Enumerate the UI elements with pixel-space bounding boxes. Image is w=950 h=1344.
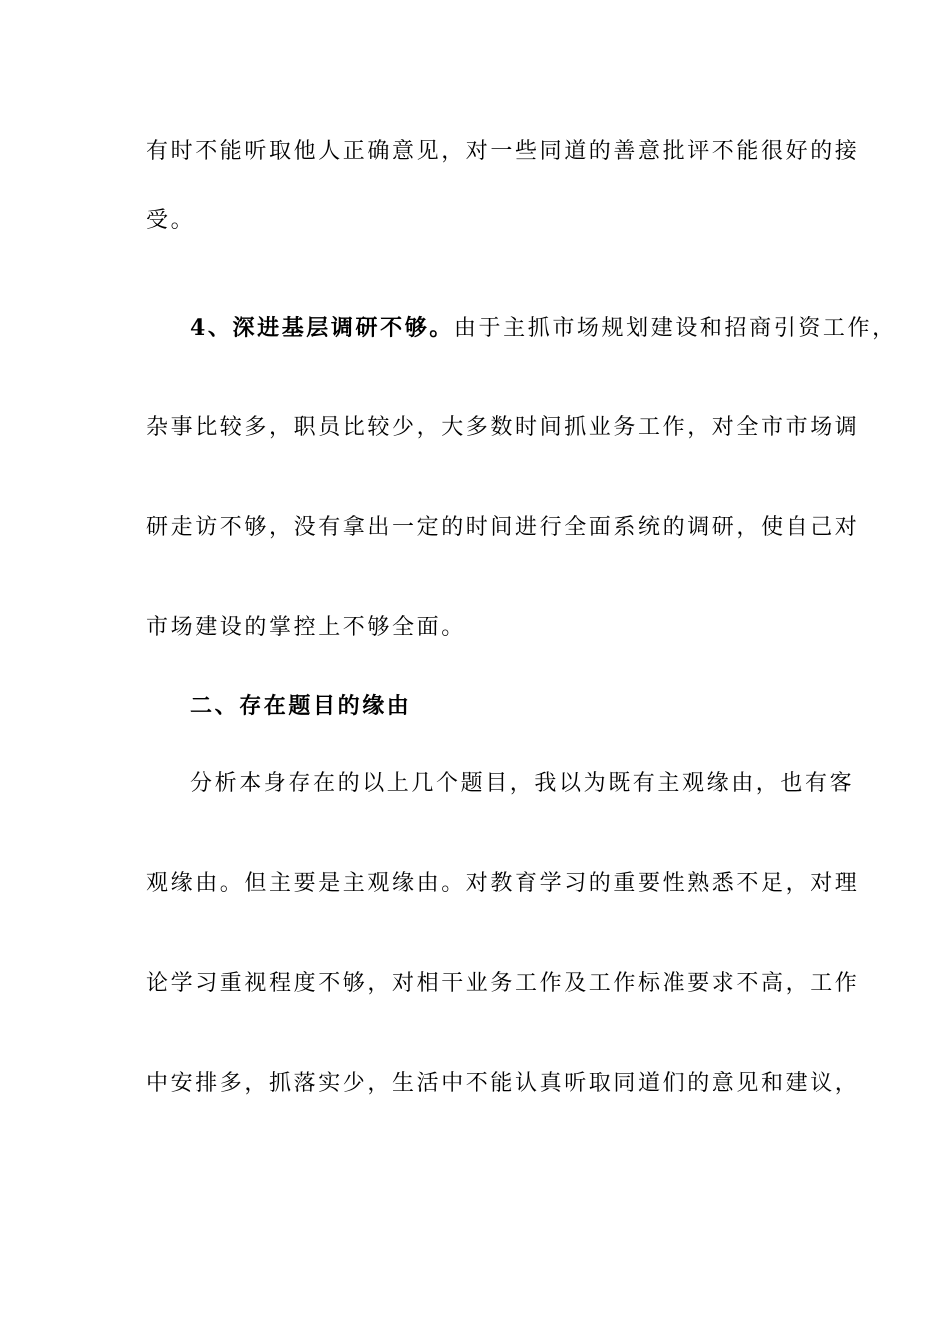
item-4-first-line: [190, 312, 897, 344]
paragraph-line: 论学习重视程度不够，对相干业务工作及工作标准要求不高，工作: [146, 971, 860, 996]
item-4-heading: 4、深进基层调研不够。: [190, 315, 454, 341]
paragraph-line: 观缘由。但主要是主观缘由。对教育学习的重要性熟悉不足，对理: [146, 871, 860, 896]
paragraph-line: 市场建设的掌控上不够全面。: [146, 615, 466, 640]
paragraph-line: 研走访不够，没有拿出一定的时间进行全面系统的调研，使自己对: [146, 515, 860, 540]
paragraph-line: 杂事比较多，职员比较少，大多数时间抓业务工作，对全市市场调: [146, 415, 860, 440]
item-4-text: 由于主抓市场规划建设和招商引资工作，: [453, 316, 897, 341]
paragraph-line: 中安排多，抓落实少，生活中不能认真听取同道们的意见和建议，: [146, 1071, 860, 1096]
paragraph-line: 有时不能听取他人正确意见，对一些同道的善意批评不能很好的接: [146, 139, 860, 164]
paragraph-line: 分析本身存在的以上几个题目，我以为既有主观缘由，也有客: [190, 771, 855, 796]
paragraph-line: 受。: [146, 208, 196, 233]
section-heading: 二、存在题目的缘由: [190, 693, 412, 719]
